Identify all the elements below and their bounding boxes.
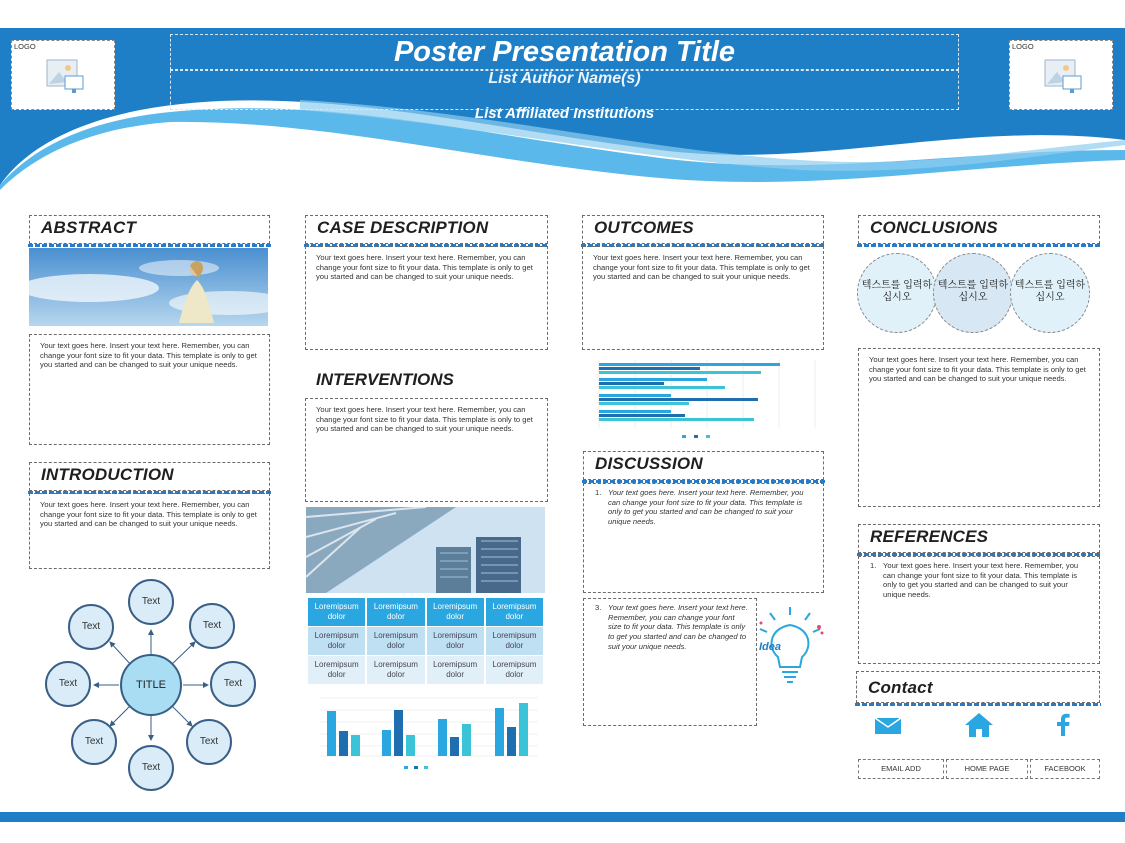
chart-bar bbox=[438, 719, 447, 756]
facebook-button[interactable]: FACEBOOK bbox=[1030, 759, 1100, 779]
chart-bar bbox=[339, 731, 348, 756]
chart-bar bbox=[599, 394, 671, 397]
chart-bars bbox=[599, 363, 780, 421]
interventions-text: Your text goes here. Insert your text here. Remember, you can change your font size to fit your data. This template is only to get you started and can be changed to suit your unique needs. bbox=[305, 398, 548, 502]
author-names: List Author Name(s) bbox=[488, 70, 641, 87]
abstract-heading bbox=[29, 215, 270, 244]
bar-chart-thumbnail bbox=[584, 356, 822, 442]
references-text: Your text goes here. Insert your text here. Remember, you can change your font size to fit your data. This template is only to get you started and can be changed to suit your unique needs. bbox=[883, 561, 1079, 600]
discussion-box-3 bbox=[583, 598, 757, 726]
references-box bbox=[858, 556, 1100, 664]
outcomes-heading bbox=[582, 215, 824, 244]
image-placeholder-icon bbox=[1043, 56, 1085, 98]
chart-bar bbox=[599, 382, 664, 385]
logo-left bbox=[11, 40, 115, 110]
idea-label: Idea bbox=[759, 641, 782, 653]
chart-bar bbox=[599, 378, 707, 381]
table-row bbox=[308, 627, 543, 655]
chart-bar bbox=[599, 414, 685, 417]
chart-bar bbox=[599, 402, 689, 405]
image-placeholder-icon bbox=[45, 56, 87, 98]
chart-bars bbox=[327, 703, 528, 756]
chart-bar bbox=[327, 711, 336, 756]
introduction-text: Your text goes here. Insert your text here. Remember, you can change your font size to fit your data. This template is only to get you started and can be changed to suit your unique needs. bbox=[29, 493, 270, 569]
discussion-item-1: Your text goes here. Insert your text here. Remember, you can change your font size to fit your data. This template is only to get you started and can be changed to suit your unique needs. bbox=[608, 488, 804, 527]
chart-bar bbox=[599, 410, 671, 413]
home-icon[interactable] bbox=[964, 712, 994, 738]
contact-heading bbox=[856, 671, 1100, 703]
discussion-box-1 bbox=[583, 483, 824, 593]
table-cell: Loremipsum dolor bbox=[308, 656, 365, 684]
list-number: 1. bbox=[870, 561, 877, 570]
case-description-heading bbox=[305, 215, 548, 244]
table-cell: Loremipsum dolor bbox=[427, 627, 484, 655]
mindmap-node: Text bbox=[71, 719, 117, 765]
table-row bbox=[308, 598, 543, 626]
conclusions-heading bbox=[858, 215, 1100, 244]
discussion-item-3: Your text goes here. Insert your text here. Remember, you can change your font size to fit your data. This template is only to get you started and can be changed to suit your unique needs. bbox=[608, 603, 748, 651]
outcomes-heading-label: OUTCOMES bbox=[594, 218, 694, 237]
mail-icon[interactable] bbox=[874, 716, 902, 736]
mindmap-node: Text bbox=[45, 661, 91, 707]
list-number: 3. bbox=[595, 603, 602, 612]
chart-bar bbox=[519, 703, 528, 756]
chart-bar bbox=[406, 735, 415, 756]
conclusion-circle: 텍스트를 입력하십시오 bbox=[857, 253, 937, 333]
chart-bar bbox=[462, 724, 471, 756]
logo-right bbox=[1009, 40, 1113, 110]
conclusions-heading-label: CONCLUSIONS bbox=[870, 218, 998, 237]
home-page-button[interactable]: HOME PAGE bbox=[946, 759, 1028, 779]
table-cell: Loremipsum dolor bbox=[486, 656, 543, 684]
table-cell: Loremipsum dolor bbox=[367, 598, 424, 626]
abstract-text: Your text goes here. Insert your text here. Remember, you can change your font size to fit your data. This template is only to get you started and can be changed to suit your unique needs. bbox=[29, 334, 270, 445]
outcomes-text: Your text goes here. Insert your text here. Remember, you can change your font size to fit your data. This template is only to get you started and can be changed to suit your unique needs. bbox=[582, 246, 824, 350]
discussion-heading-label: DISCUSSION bbox=[595, 454, 703, 473]
data-table bbox=[306, 597, 545, 685]
table-cell: Loremipsum dolor bbox=[367, 627, 424, 655]
logo-right-label: LOGO bbox=[1012, 42, 1034, 51]
introduction-heading bbox=[29, 462, 270, 491]
mindmap-node: Text bbox=[186, 719, 232, 765]
chart-bar bbox=[599, 367, 700, 370]
chart-bar bbox=[507, 727, 516, 756]
institutions: List Affiliated Institutions bbox=[474, 105, 655, 122]
poster-title: Poster Presentation Title bbox=[393, 36, 736, 68]
interventions-heading: INTERVENTIONS bbox=[316, 370, 454, 389]
chart-bar bbox=[599, 418, 754, 421]
chart-bar bbox=[599, 371, 761, 374]
case-description-text: Your text goes here. Insert your text here. Remember, you can change your font size to fit your data. This template is only to get you started and can be changed to suit your unique needs. bbox=[305, 246, 548, 350]
contact-heading-label: Contact bbox=[868, 678, 933, 697]
column-chart-thumbnail bbox=[310, 690, 542, 775]
conclusion-circle: 텍스트를 입력하십시오 bbox=[1010, 253, 1090, 333]
email-button[interactable]: EMAIL ADD bbox=[858, 759, 944, 779]
table-cell: Loremipsum dolor bbox=[486, 598, 543, 626]
case-description-heading-label: CASE DESCRIPTION bbox=[317, 218, 489, 237]
chart-bar bbox=[394, 710, 403, 756]
footer-bar bbox=[0, 812, 1125, 822]
chart-bar bbox=[450, 737, 459, 756]
chart-bar bbox=[599, 386, 725, 389]
chart-bar bbox=[351, 735, 360, 756]
list-number: 1. bbox=[595, 488, 602, 497]
chart-bar bbox=[495, 708, 504, 756]
table-cell: Loremipsum dolor bbox=[308, 627, 365, 655]
abstract-photo bbox=[29, 248, 268, 326]
mindmap-node: Text bbox=[128, 745, 174, 791]
conclusion-circle: 텍스트를 입력하십시오 bbox=[933, 253, 1013, 333]
mindmap-node: Text bbox=[128, 579, 174, 625]
abstract-heading-label: ABSTRACT bbox=[41, 218, 137, 237]
references-heading bbox=[858, 524, 1100, 553]
chart-bar bbox=[599, 363, 780, 366]
references-heading-label: REFERENCES bbox=[870, 527, 989, 546]
mindmap-center: TITLE bbox=[120, 654, 182, 716]
discussion-heading bbox=[583, 451, 824, 480]
table-cell: Loremipsum dolor bbox=[367, 656, 424, 684]
chart-bar bbox=[599, 398, 758, 401]
facebook-icon[interactable] bbox=[1055, 713, 1071, 737]
conclusions-text: Your text goes here. Insert your text here. Remember, you can change your font size to fit your data. This template is only to get you started and can be changed to suit your unique needs. bbox=[858, 348, 1100, 507]
table-cell: Loremipsum dolor bbox=[427, 598, 484, 626]
mindmap-node: Text bbox=[210, 661, 256, 707]
table-cell: Loremipsum dolor bbox=[308, 598, 365, 626]
building-photo bbox=[306, 507, 545, 593]
table-row bbox=[308, 656, 543, 684]
table-cell: Loremipsum dolor bbox=[427, 656, 484, 684]
introduction-heading-label: INTRODUCTION bbox=[41, 465, 174, 484]
logo-left-label: LOGO bbox=[14, 42, 36, 51]
mindmap-node: Text bbox=[68, 604, 114, 650]
table-cell: Loremipsum dolor bbox=[486, 627, 543, 655]
chart-bar bbox=[382, 730, 391, 756]
mindmap-node: Text bbox=[189, 603, 235, 649]
